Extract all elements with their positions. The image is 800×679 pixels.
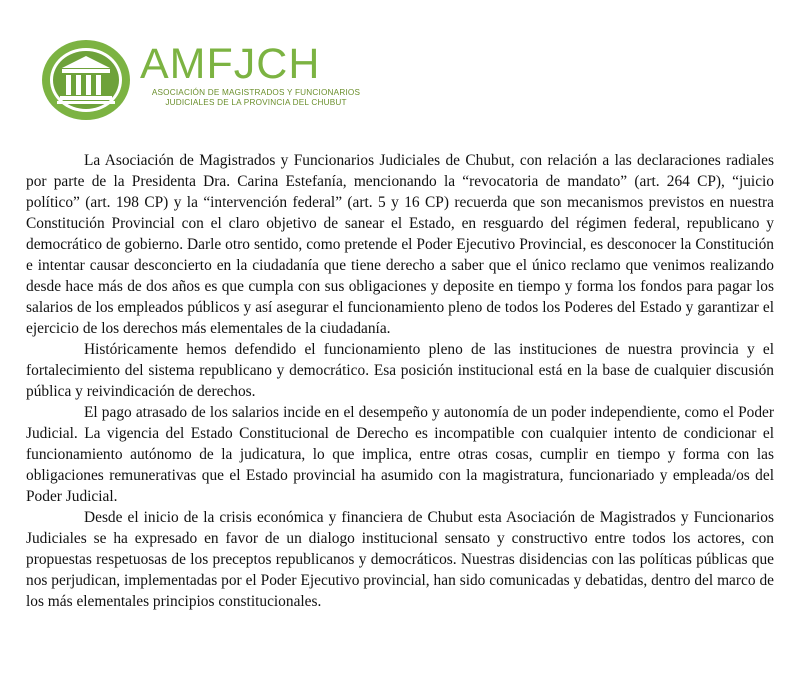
organization-subtitle-line-2: JUDICIALES DE LA PROVINCIA DEL CHUBUT	[165, 98, 347, 107]
paragraph-3: El pago atrasado de los salarios incide en el desempeño y autonomía de un poder independiente, como el Poder Judicial. La vigencia del Estado Constitucional de Derecho es incompatible con cualquier intento de condicionar el funcionamiento autónomo de la judicatura, lo que implica, entre otras cosas, cumplir en tiempo y forma con las obligaciones remunerativas que el Estado provincial ha asumido con la magistratura, funcionariado y empleada/os del Poder Judicial.	[26, 404, 774, 505]
courthouse-columns-icon	[40, 38, 132, 122]
paragraph-1: La Asociación de Magistrados y Funcionarios Judiciales de Chubut, con relación a las declaraciones radiales por parte de la Presidenta Dra. Carina Estefanía, mencionando la “revocatoria de mandato” (art. 264 CP), “juicio político” (art. 198 CP) y la “intervención federal” (art. 5 y 16 CP) recuerda que son mecanismos previstos en nuestra Constitución Provincial con el claro objetivo de sanear el Estado, en resguardo del régimen federal, republicano y democrático de gobierno. Darle otro sentido, como pretende el Poder Ejecutivo Provincial, es desconocer la Constitución e intentar causar desconcierto en la ciudadanía que tiene derecho a saber que el único reclamo que venimos realizando desde hace más de dos años es que cumpla con sus obligaciones y deposite en tiempo y forma los fondos para pagar los salarios de los empleados públicos y así asegurar el funcionamiento pleno de todos los Poderes del Estado y garantizar el ejercicio de los derechos más elementales de la ciudadanía.	[26, 152, 774, 337]
statement-body	[26, 150, 774, 612]
organization-subtitle-line-1: ASOCIACIÓN DE MAGISTRADOS Y FUNCIONARIOS	[151, 88, 361, 97]
paragraph-4: Desde el inicio de la crisis económica y financiera de Chubut esta Asociación de Magistrados y Funcionarios Judiciales se ha expresado en favor de un dialogo institucional sensato y constructivo entre todos los actores, con propuestas respetuosas de los preceptos republicanos y democráticos. Nuestras disidencias con las políticas públicas que nos perjudican, implementadas por el Poder Ejecutivo provincial, han sido comunicadas y debatidas, dentro del marco de los más elementales principios constitucionales.	[26, 509, 774, 610]
paragraph-2: Históricamente hemos defendido el funcionamiento pleno de las instituciones de nuestra provincia y el fortalecimiento del sistema republicano y democrático. Esa posición institucional está en la base de cualquier discusión pública y reivindicación de derechos.	[26, 341, 774, 400]
organization-acronym: AMFJCH	[140, 40, 321, 88]
letterhead	[40, 38, 372, 128]
brand-block	[140, 38, 372, 108]
